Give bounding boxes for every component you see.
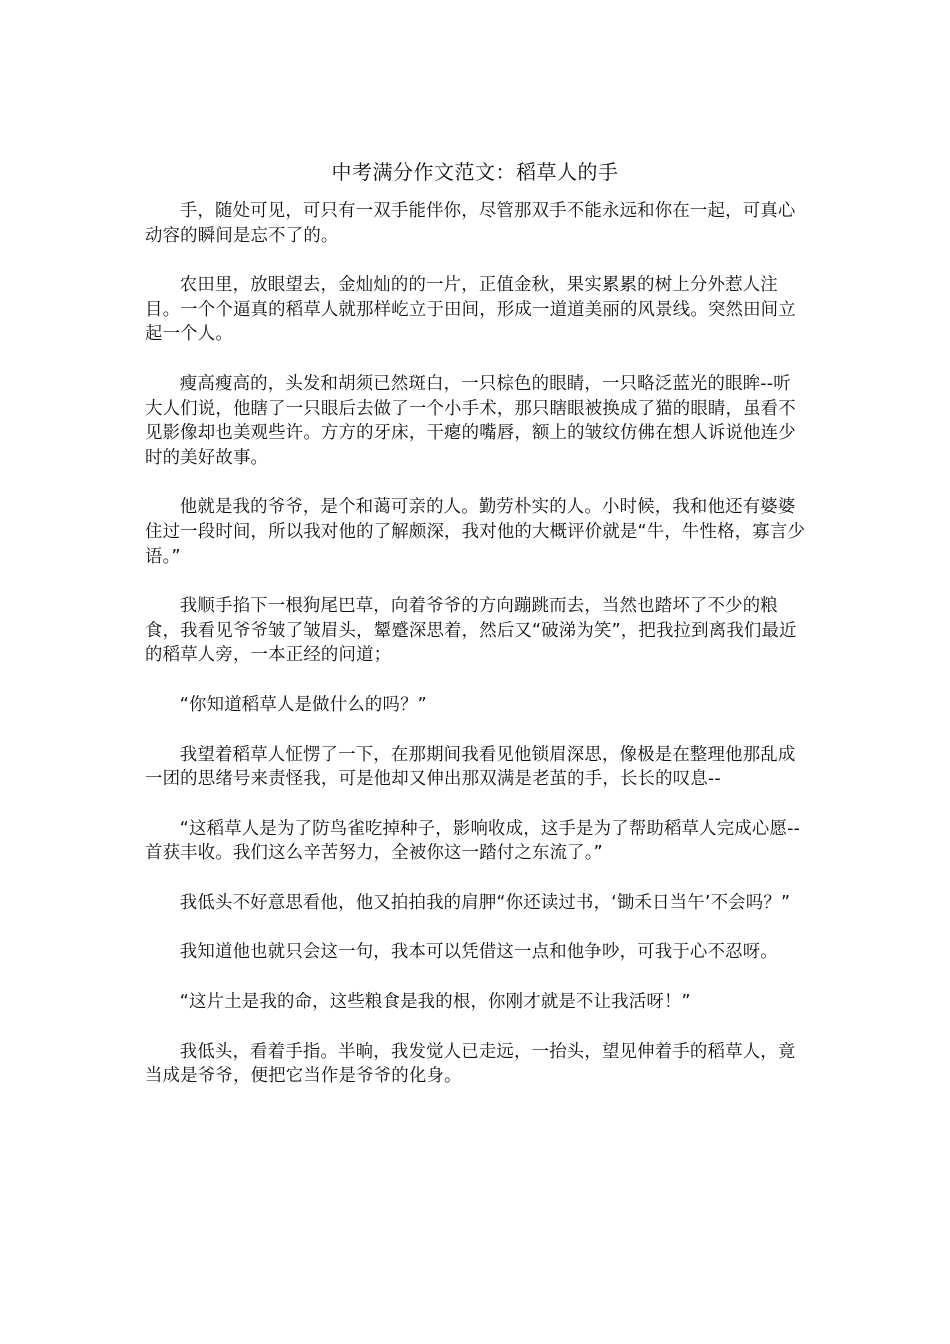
paragraph: 他就是我的爷爷，是个和蔼可亲的人。勤劳朴实的人。小时候，我和他还有婆婆住过一段时间，所以我对他的了解颇深，我对他的大概评价就是“牛，牛性格，寡言少语。” xyxy=(145,497,806,567)
paragraph: 我低头不好意思看他，他又拍拍我的肩胛“你还读过书，‘锄禾日当午’不会吗？” xyxy=(179,892,791,913)
paragraph: 农田里，放眼望去，金灿灿的的一片，正值金秋，果实累累的树上分外惹人注目。一个个逼真的稻草人就那样屹立于田间，形成一道道美丽的风景线。突然田间立起一个人。 xyxy=(145,275,796,345)
paragraph: 我望着稻草人怔愣了一下，在那期间我看见他锁眉深思，像极是在整理他那乱成一团的思绪号来责怪我，可是他却又伸出那双满是老茧的手，长长的叹息-- xyxy=(145,744,796,790)
paragraph: “这片土是我的命，这些粮食是我的根，你刚才就是不让我活呀！” xyxy=(179,992,691,1013)
paragraph: “这稻草人是为了防鸟雀吃掉种子，影响收成，这手是为了帮助稻草人完成心愿--首获丰收。我们这么辛苦努力，全被你这一踏付之东流了。” xyxy=(145,818,801,864)
paragraph: 我知道他也就只会这一句，我本可以凭借这一点和他争吵，可我于心不忍呀。 xyxy=(179,942,778,963)
paragraph: 我低头，看着手指。半晌，我发觉人已走远，一抬头，望见伸着手的稻草人，竟当成是爷爷，便把它当作是爷爷的化身。 xyxy=(145,1041,796,1087)
paragraph: 手，随处可见，可只有一双手能伴你，尽管那双手不能永远和你在一起，可真心动容的瞬间是忘不了的。 xyxy=(145,201,796,246)
paragraph: 瘦高瘦高的，头发和胡须已然斑白，一只棕色的眼睛，一只略泛蓝光的眼眸--听大人们说，他瞎了一只眼后去做了一个小手术，那只瞎眼被换成了猫的眼睛，虽看不见影像却也美观些许。方方的牙床，干瘪的嘴唇，额上的皱纹仿佛在想人诉说他连少时的美好故事。 xyxy=(145,373,796,468)
paragraph: 我顺手掐下一根狗尾巴草，向着爷爷的方向蹦跳而去，当然也踏坏了不少的粮食，我看见爷爷皱了皱眉头，颦蹙深思着，然后又“破涕为笑”，把我拉到离我们最近的稻草人旁，一本正经的问道； xyxy=(145,596,797,666)
document-title: 中考满分作文范文：稻草人的手 xyxy=(331,160,619,184)
document-body xyxy=(145,199,807,1114)
paragraph: “你知道稻草人是做什么的吗？” xyxy=(179,694,427,715)
